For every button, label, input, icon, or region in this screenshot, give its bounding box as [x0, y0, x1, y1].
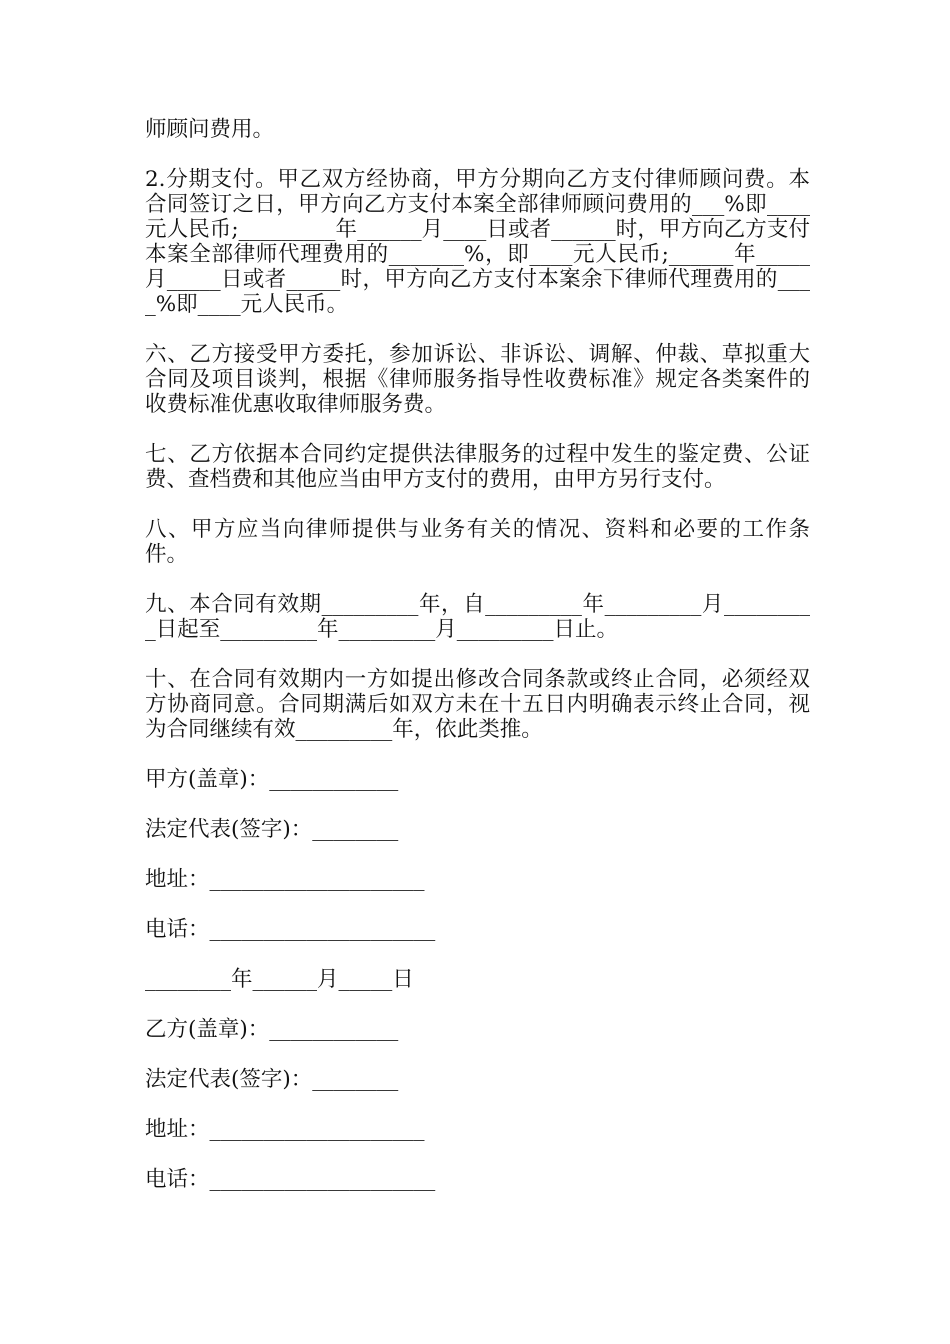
party-b-seal-line: 乙方(盖章)：____________ — [145, 1017, 399, 1042]
paragraph-clause-8: 八、甲方应当向律师提供与业务有关的情况、资料和必要的工作条件。 — [145, 517, 810, 567]
party-a-phone-line: 电话：_____________________ — [145, 917, 436, 942]
party-b-phone-line: 电话：_____________________ — [145, 1167, 436, 1192]
paragraph-installment-payment: 2.分期支付。甲乙双方经协商，甲方分期向乙方支付律师顾问费。本合同签订之日，甲方向乙方支付本案全部律师顾问费用的___%即____元人民币;_________年______月____日或者______时，甲方向乙方支付本案全部律师代理费用的_______%，即____元人民币;______年_____月_____日或者_____时，甲方向乙方支付本案余下律师代理费用的____%即____元人民币。 — [145, 167, 810, 317]
paragraph-clause-9: 九、本合同有效期_________年，自_________年_________月_________日起至_________年_________月_________日止。 — [145, 592, 810, 642]
party-b-representative-line: 法定代表(签字)：________ — [145, 1067, 399, 1092]
party-a-seal-line: 甲方(盖章)：____________ — [145, 767, 399, 792]
party-a-representative-line: 法定代表(签字)：________ — [145, 817, 399, 842]
party-b-address-line: 地址：____________________ — [145, 1117, 425, 1142]
paragraph-clause-6: 六、乙方接受甲方委托，参加诉讼、非诉讼、调解、仲裁、草拟重大合同及项目谈判，根据《律师服务指导性收费标准》规定各类案件的收费标准优惠收取律师服务费。 — [145, 342, 810, 417]
document-page — [145, 117, 810, 1192]
paragraph-clause-7: 七、乙方依据本合同约定提供法律服务的过程中发生的鉴定费、公证费、查档费和其他应当由甲方支付的费用，由甲方另行支付。 — [145, 442, 810, 492]
paragraph-fee-continuation: 师顾问费用。 — [145, 117, 275, 142]
signing-date-line: ________年______月_____日 — [145, 967, 414, 992]
paragraph-clause-10: 十、在合同有效期内一方如提出修改合同条款或终止合同，必须经双方协商同意。合同期满后如双方未在十五日内明确表示终止合同，视为合同继续有效_________年，依此类推。 — [145, 667, 810, 742]
party-a-address-line: 地址：____________________ — [145, 867, 425, 892]
